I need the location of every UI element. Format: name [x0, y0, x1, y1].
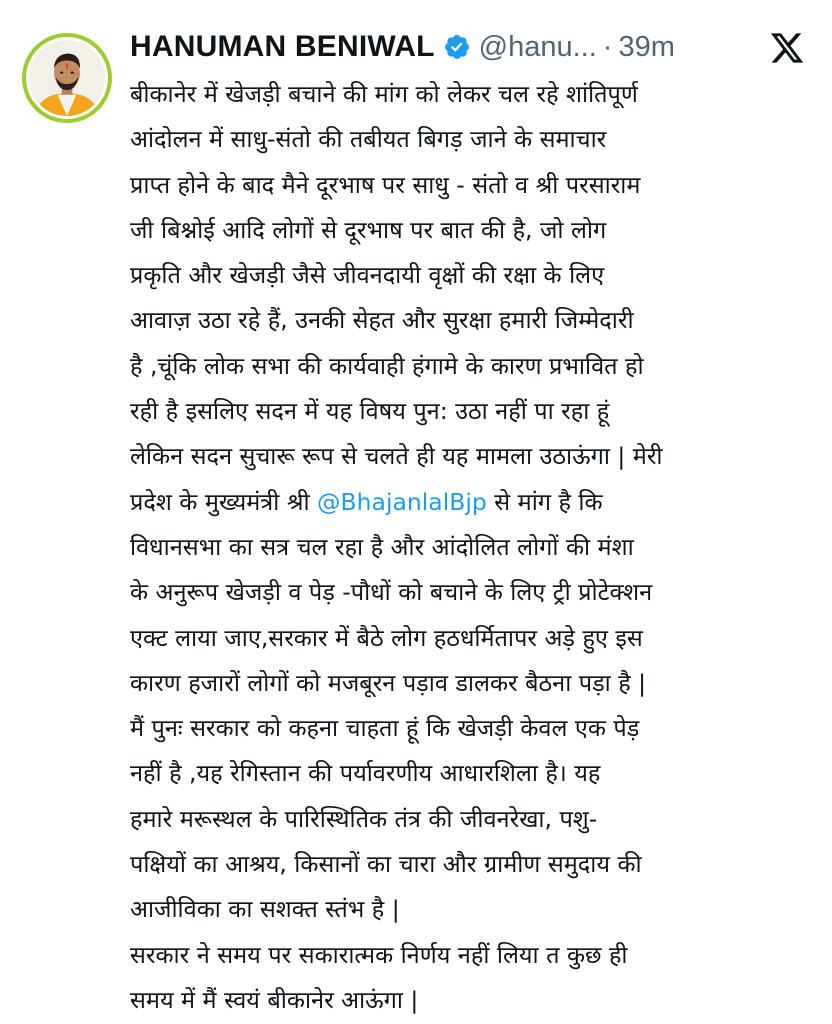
author-handle[interactable]: @hanu...: [478, 30, 597, 63]
tweet-text: [130, 72, 830, 1023]
tweet-text-line: एक्ट लाया जाए,सरकार में बैठे लोग हठधर्मितापर अड़े हुए इस: [130, 623, 643, 652]
mention-link[interactable]: @BhajanlalBjp: [317, 487, 487, 516]
tweet-text-line: नहीं है ,यह रेगिस्तान की पर्यावरणीय आधारशिला है। यह: [130, 759, 601, 788]
tweet-text-line: के अनुरूप खेजड़ी व पेड़ -पौधों को बचाने के लिए ट्री प्रोटेक्शन: [130, 578, 653, 607]
tweet-text-line: जी बिश्नोई आदि लोगों से दूरभाष पर बात की है, जो लोग: [130, 215, 607, 244]
tweet-text-line: आवाज़ उठा रहे हैं, उनकी सेहत और सुरक्षा हमारी जिम्मेदारी: [130, 306, 634, 335]
author-name[interactable]: HANUMAN BENIWAL: [130, 30, 435, 63]
tweet-text-line: पक्षियों का आश्रय, किसानों का चारा और ग्रामीण समुदाय की: [130, 850, 642, 879]
tweet-text-line: प्रकृति और खेजड़ी जैसे जीवनदायी वृक्षों की रक्षा के लिए: [130, 261, 605, 290]
x-logo-icon[interactable]: [768, 30, 806, 66]
tweet-text-line: समय में मैं स्वयं बीकानेर आऊंगा |: [130, 985, 419, 1014]
timestamp[interactable]: 39m: [618, 30, 675, 63]
avatar-portrait-icon: [29, 40, 105, 116]
tweet-text-line: आंदोलन में साधु-संतो की तबीयत बिगड़ जाने के समाचार: [130, 125, 607, 154]
tweet-text-line: कारण हजारों लोगों को मजबूरन पड़ाव डालकर बैठना पड़ा है |: [130, 668, 647, 697]
tweet-text-line: आजीविका का सशक्त स्तंभ है |: [130, 895, 400, 924]
mention-suffix: से मांग है कि: [486, 487, 603, 516]
tweet-text-line: रही है इसलिए सदन में यह विषय पुन: उठा नहीं पा रहा हूं: [130, 397, 610, 426]
tweet-header: [130, 24, 790, 70]
avatar[interactable]: [22, 33, 112, 123]
verified-badge-icon: [443, 33, 471, 61]
tweet-text-line: लेकिन सदन सुचारू रूप से चलते ही यह मामला उठाऊंगा | मेरी: [130, 442, 663, 471]
tweet-text-line: विधानसभा का सत्र चल रहा है और आंदोलित लोगों की मंशा: [130, 532, 634, 561]
tweet-text-line: सरकार ने समय पर सकारात्मक निर्णय नहीं लिया त कुछ ही: [130, 940, 628, 969]
tweet-text-line-mention: [130, 480, 830, 525]
separator-dot: ·: [602, 30, 613, 63]
tweet-text-line: मैं पुनः सरकार को कहना चाहता हूं कि खेजड़ी केवल एक पेड़: [130, 714, 640, 743]
tweet-text-line: हमारे मरूस्थल के पारिस्थितिक तंत्र की जीवनरेखा, पशु-: [130, 804, 598, 833]
avatar-image: [26, 37, 108, 119]
tweet-text-line: है ,चूंकि लोक सभा की कार्यवाही हंगामे के कारण प्रभावित हो: [130, 351, 644, 380]
tweet-text-line: बीकानेर में खेजड़ी बचाने की मांग को लेकर चल रहे शांतिपूर्ण: [130, 80, 638, 108]
mention-prefix: प्रदेश के मुख्यमंत्री श्री: [130, 487, 318, 516]
tweet-text-line: प्राप्त होने के बाद मैने दूरभाष पर साधु - संतो व श्री परसाराम: [130, 170, 641, 199]
